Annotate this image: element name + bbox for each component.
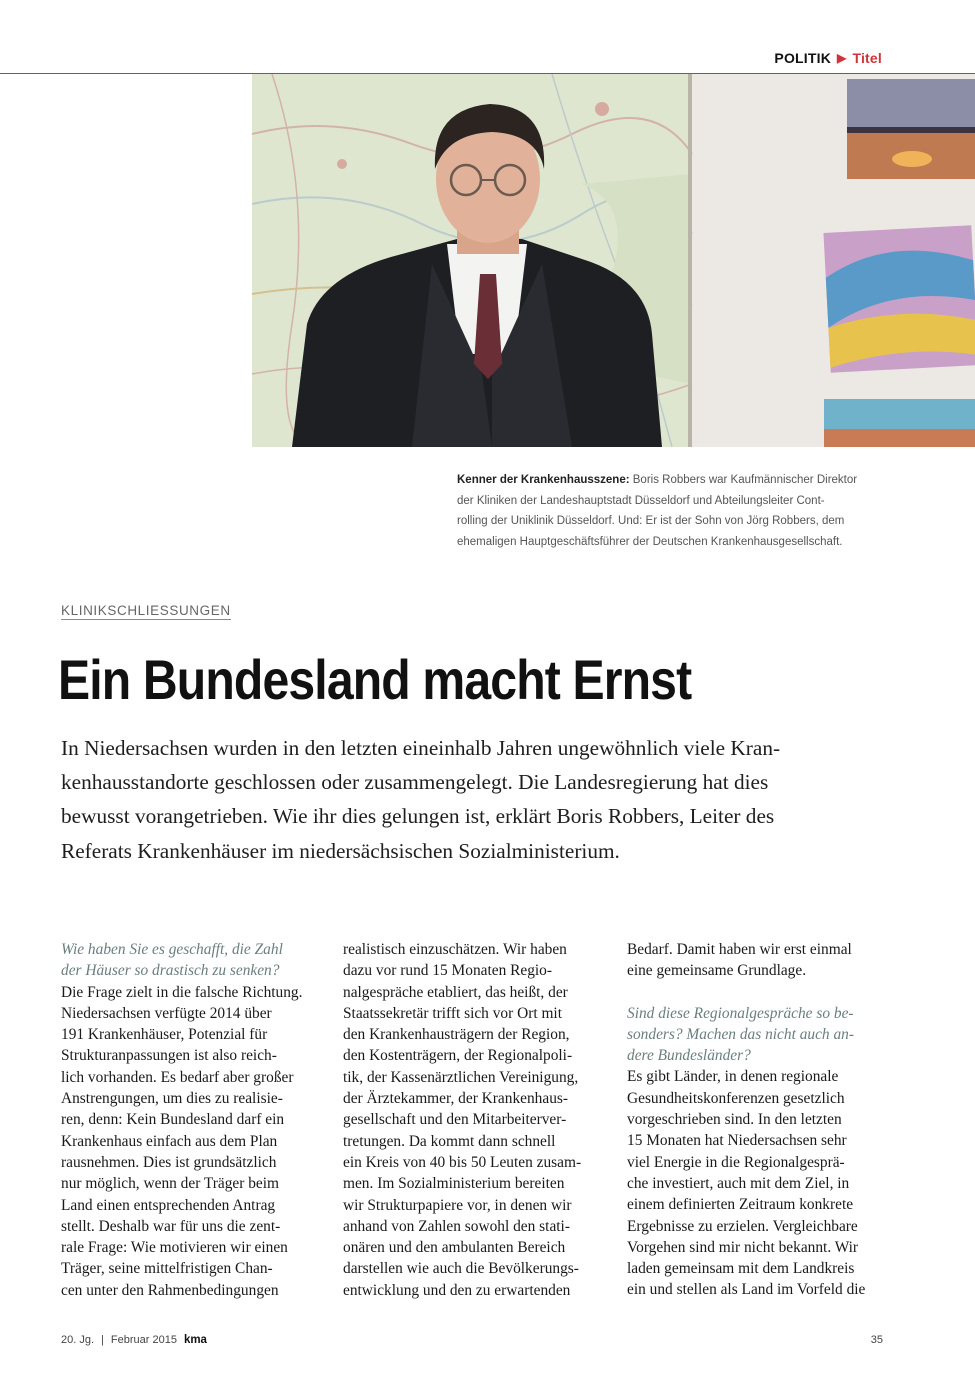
interview-question	[61, 939, 317, 982]
answer-line: stellt. Deshalb war für uns die zent-	[61, 1217, 281, 1235]
answer-line: Niedersachsen verfügte 2014 über	[61, 1004, 272, 1022]
interview-question	[627, 1003, 883, 1067]
footer-info	[61, 1334, 207, 1346]
answer-line: Ergebnisse zu erzielen. Vergleichbare	[627, 1217, 858, 1235]
text-line: darstellen wie auch die Bevölkerungs-	[343, 1260, 579, 1278]
running-head	[774, 50, 882, 66]
question-line: Wie haben Sie es geschafft, die Zahl	[61, 941, 283, 958]
deck-line: Referats Krankenhäuser im niedersächsischen Sozialministerium.	[61, 838, 620, 863]
answer-line: cen unter den Rahmenbedingungen	[61, 1281, 279, 1299]
text-line: dazu vor rund 15 Monaten Regio-	[343, 962, 553, 980]
text-line: entwicklung und den zu erwartenden	[343, 1281, 571, 1299]
text-line: wir Strukturpapiere vor, in denen wir	[343, 1196, 572, 1214]
caption-line: der Kliniken der Landeshauptstadt Düsseldorf und Abteilungsleiter Cont-	[457, 494, 825, 507]
answer-line: Träger, seine mittelfristigen Chan-	[61, 1260, 273, 1278]
answer-line: Land einen entsprechenden Antrag	[61, 1196, 276, 1214]
answer-line: rale Frage: Wie motivieren wir einen	[61, 1239, 288, 1257]
question-line: dere Bundesländer?	[627, 1047, 751, 1065]
text-line: anhand von Zahlen sowohl den stati-	[343, 1217, 570, 1235]
answer-line: ren, denn: Kein Bundesland darf ein	[61, 1111, 285, 1129]
subsection-label: Titel	[852, 50, 882, 66]
text-line: gesellschaft und den Mitarbeiterver-	[343, 1111, 567, 1129]
text-line: tretungen. Da kommt dann schnell	[343, 1132, 556, 1150]
answer-line: Gesundheitskonferenzen gesetzlich	[627, 1089, 845, 1107]
portrait-photo	[252, 74, 975, 447]
text-line: onären und den ambulanten Bereich	[343, 1239, 566, 1257]
text-line: den Kostenträgern, der Regionalpoli-	[343, 1047, 573, 1065]
arrow-right-icon: ▶	[837, 51, 847, 65]
answer-line: rausnehmen. Dies ist grundsätzlich	[61, 1153, 277, 1171]
paragraph-gap	[627, 982, 883, 1003]
answer-line: laden gemeinsam mit dem Landkreis	[627, 1260, 855, 1278]
question-line: Sind diese Regionalgespräche so be-	[627, 1004, 854, 1022]
body-column-1	[61, 939, 317, 1301]
answer-line: che investiert, auch mit dem Ziel, in	[627, 1174, 850, 1192]
article-deck	[61, 731, 831, 868]
volume-label: 20. Jg.	[61, 1334, 95, 1346]
text-line: tik, der Kassenärztlichen Vereinigung,	[343, 1068, 579, 1086]
caption-lead: Kenner der Krankenhausszene:	[457, 474, 630, 486]
answer-line: einem definierten Zeitraum konkrete	[627, 1196, 854, 1214]
answer-line: vorgeschrieben sind. In den letzten	[627, 1111, 842, 1129]
article-kicker: KLINIKSCHLIESSUNGEN	[61, 603, 231, 618]
text-line: realistisch einzuschätzen. Wir haben	[343, 941, 567, 958]
answer-line: 15 Monaten hat Niedersachsen sehr	[627, 1132, 847, 1150]
answer-line: 191 Krankenhäuser, Potenzial für	[61, 1026, 268, 1044]
caption-line: ehemaligen Hauptgeschäftsführer der Deutschen Krankenhausgesellschaft.	[457, 535, 843, 548]
text-line: nalgespräche etabliert, das heißt, der	[343, 983, 568, 1001]
text-line: den Krankenhausträgern der Region,	[343, 1026, 570, 1044]
text-line: Staatssekretär trifft sich vor Ort mit	[343, 1004, 562, 1022]
question-line: sonders? Machen das nicht auch an-	[627, 1025, 854, 1043]
body-column-3	[627, 939, 883, 1301]
answer-line: Anstrengungen, um dies zu realisie-	[61, 1090, 283, 1108]
brand-logo: kma	[183, 1334, 207, 1346]
answer-line: viel Energie in die Regionalgesprä-	[627, 1153, 845, 1171]
interview-answer	[61, 982, 317, 1301]
text-line: ein Kreis von 40 bis 50 Leuten zusam-	[343, 1153, 582, 1171]
answer-line: Strukturanpassungen ist also reich-	[61, 1047, 277, 1065]
deck-line: kenhausstandorte geschlossen oder zusammengelegt. Die Landesregierung hat dies	[61, 770, 769, 795]
answer-line: ein und stellen als Land im Vorfeld die	[627, 1281, 866, 1299]
question-line: der Häuser so drastisch zu senken?	[61, 962, 280, 980]
page-footer	[61, 1334, 883, 1346]
text-line: Bedarf. Damit haben wir erst einmal	[627, 941, 852, 958]
answer-line: Es gibt Länder, in denen regionale	[627, 1068, 839, 1086]
answer-line: Die Frage zielt in die falsche Richtung.	[61, 983, 303, 1001]
photo-caption	[457, 470, 897, 552]
answer-line: Krankenhaus einfach aus dem Plan	[61, 1132, 278, 1150]
text-line: der Ärztekammer, der Krankenhaus-	[343, 1090, 569, 1108]
body-column-2	[343, 939, 599, 1301]
interview-answer	[627, 1066, 883, 1300]
answer-line: Vorgehen sind mir nicht bekannt. Wir	[627, 1238, 859, 1256]
answer-line: nur möglich, wenn der Träger beim	[61, 1175, 279, 1193]
footer-separator: |	[101, 1334, 104, 1346]
caption-line: rolling der Uniklinik Düsseldorf. Und: Er ist der Sohn von Jörg Robbers, dem	[457, 515, 845, 527]
answer-line: lich vorhanden. Es bedarf aber großer	[61, 1068, 294, 1086]
text-line: men. Im Sozialministerium bereiten	[343, 1175, 565, 1193]
deck-line: In Niedersachsen wurden in den letzten eineinhalb Jahren ungewöhnlich viele Kran-	[61, 736, 781, 760]
caption-line: Boris Robbers war Kaufmännischer Direktor	[629, 474, 858, 486]
article-title: Ein Bundesland macht Ernst	[58, 648, 692, 711]
deck-line: bewusst vorangetrieben. Wie ihr dies gelungen ist, erklärt Boris Robbers, Leiter des	[61, 804, 775, 829]
issue-date: Februar 2015	[110, 1334, 177, 1346]
section-label: POLITIK	[774, 50, 832, 66]
page-number: 35	[870, 1334, 883, 1346]
text-line: eine gemeinsame Grundlage.	[627, 962, 807, 980]
photo-illustration	[252, 74, 975, 447]
